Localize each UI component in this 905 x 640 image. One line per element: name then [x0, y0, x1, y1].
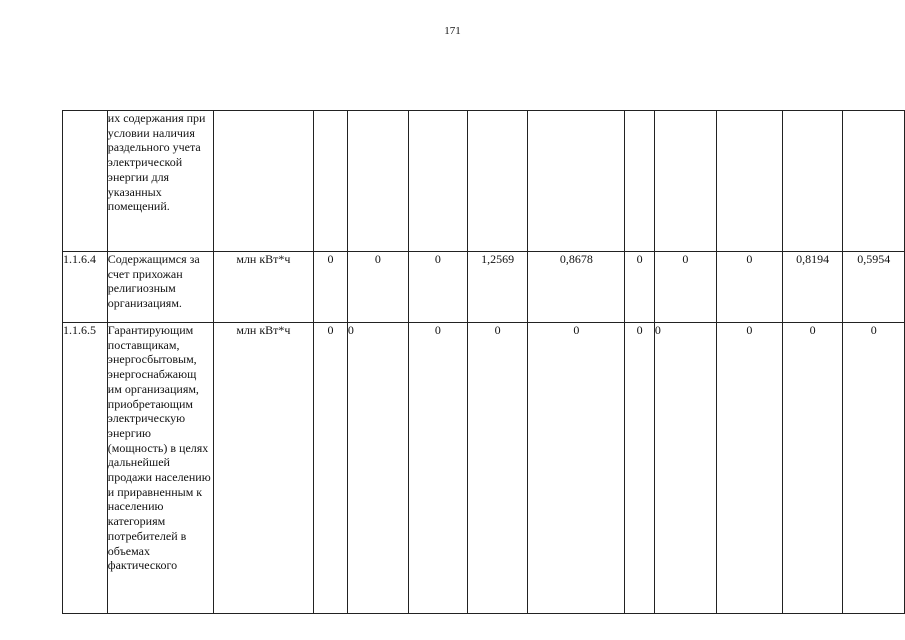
value-cell: 0,8194	[782, 252, 843, 323]
value-cell: 0	[408, 323, 467, 614]
value-cell: 0	[467, 323, 528, 614]
value-cell: 0	[314, 252, 348, 323]
value-cell: 0	[782, 323, 843, 614]
table-row	[63, 252, 905, 323]
value-cell	[408, 111, 467, 252]
row-description: Гарантирующим поставщикам, энергосбытовым, энергоснабжающ им организациям, приобретающим электрическую энергию (мощность) в целях дальнейшей продажи населению и приравненным к населению категориям потребителей в объемах фактического	[107, 323, 213, 614]
row-code: 1.1.6.5	[63, 323, 108, 614]
value-cell: 0	[654, 323, 716, 614]
page-number: 171	[444, 25, 461, 37]
row-description: Содержащимся за счет прихожан религиозным организациям.	[107, 252, 213, 323]
value-cell	[625, 111, 655, 252]
row-unit: млн кВт*ч	[213, 252, 314, 323]
value-cell: 0,8678	[528, 252, 625, 323]
value-cell: 0	[347, 323, 408, 614]
row-code: 1.1.6.4	[63, 252, 108, 323]
energy-consumption-table	[62, 110, 905, 614]
value-cell	[843, 111, 905, 252]
value-cell: 0	[716, 323, 782, 614]
value-cell	[654, 111, 716, 252]
value-cell	[782, 111, 843, 252]
value-cell	[528, 111, 625, 252]
table-row	[63, 323, 905, 614]
row-description: их содержания при условии наличия раздельного учета электрической энергии для указанных помещений.	[107, 111, 213, 252]
row-unit	[213, 111, 314, 252]
value-cell: 0	[625, 323, 655, 614]
value-cell: 1,2569	[467, 252, 528, 323]
value-cell: 0	[843, 323, 905, 614]
value-cell	[467, 111, 528, 252]
row-code	[63, 111, 108, 252]
value-cell: 0	[528, 323, 625, 614]
value-cell: 0	[314, 323, 348, 614]
value-cell: 0,5954	[843, 252, 905, 323]
value-cell	[314, 111, 348, 252]
value-cell	[716, 111, 782, 252]
value-cell: 0	[347, 252, 408, 323]
value-cell: 0	[654, 252, 716, 323]
row-unit: млн кВт*ч	[213, 323, 314, 614]
value-cell: 0	[625, 252, 655, 323]
value-cell: 0	[408, 252, 467, 323]
table-row	[63, 111, 905, 252]
value-cell: 0	[716, 252, 782, 323]
value-cell	[347, 111, 408, 252]
